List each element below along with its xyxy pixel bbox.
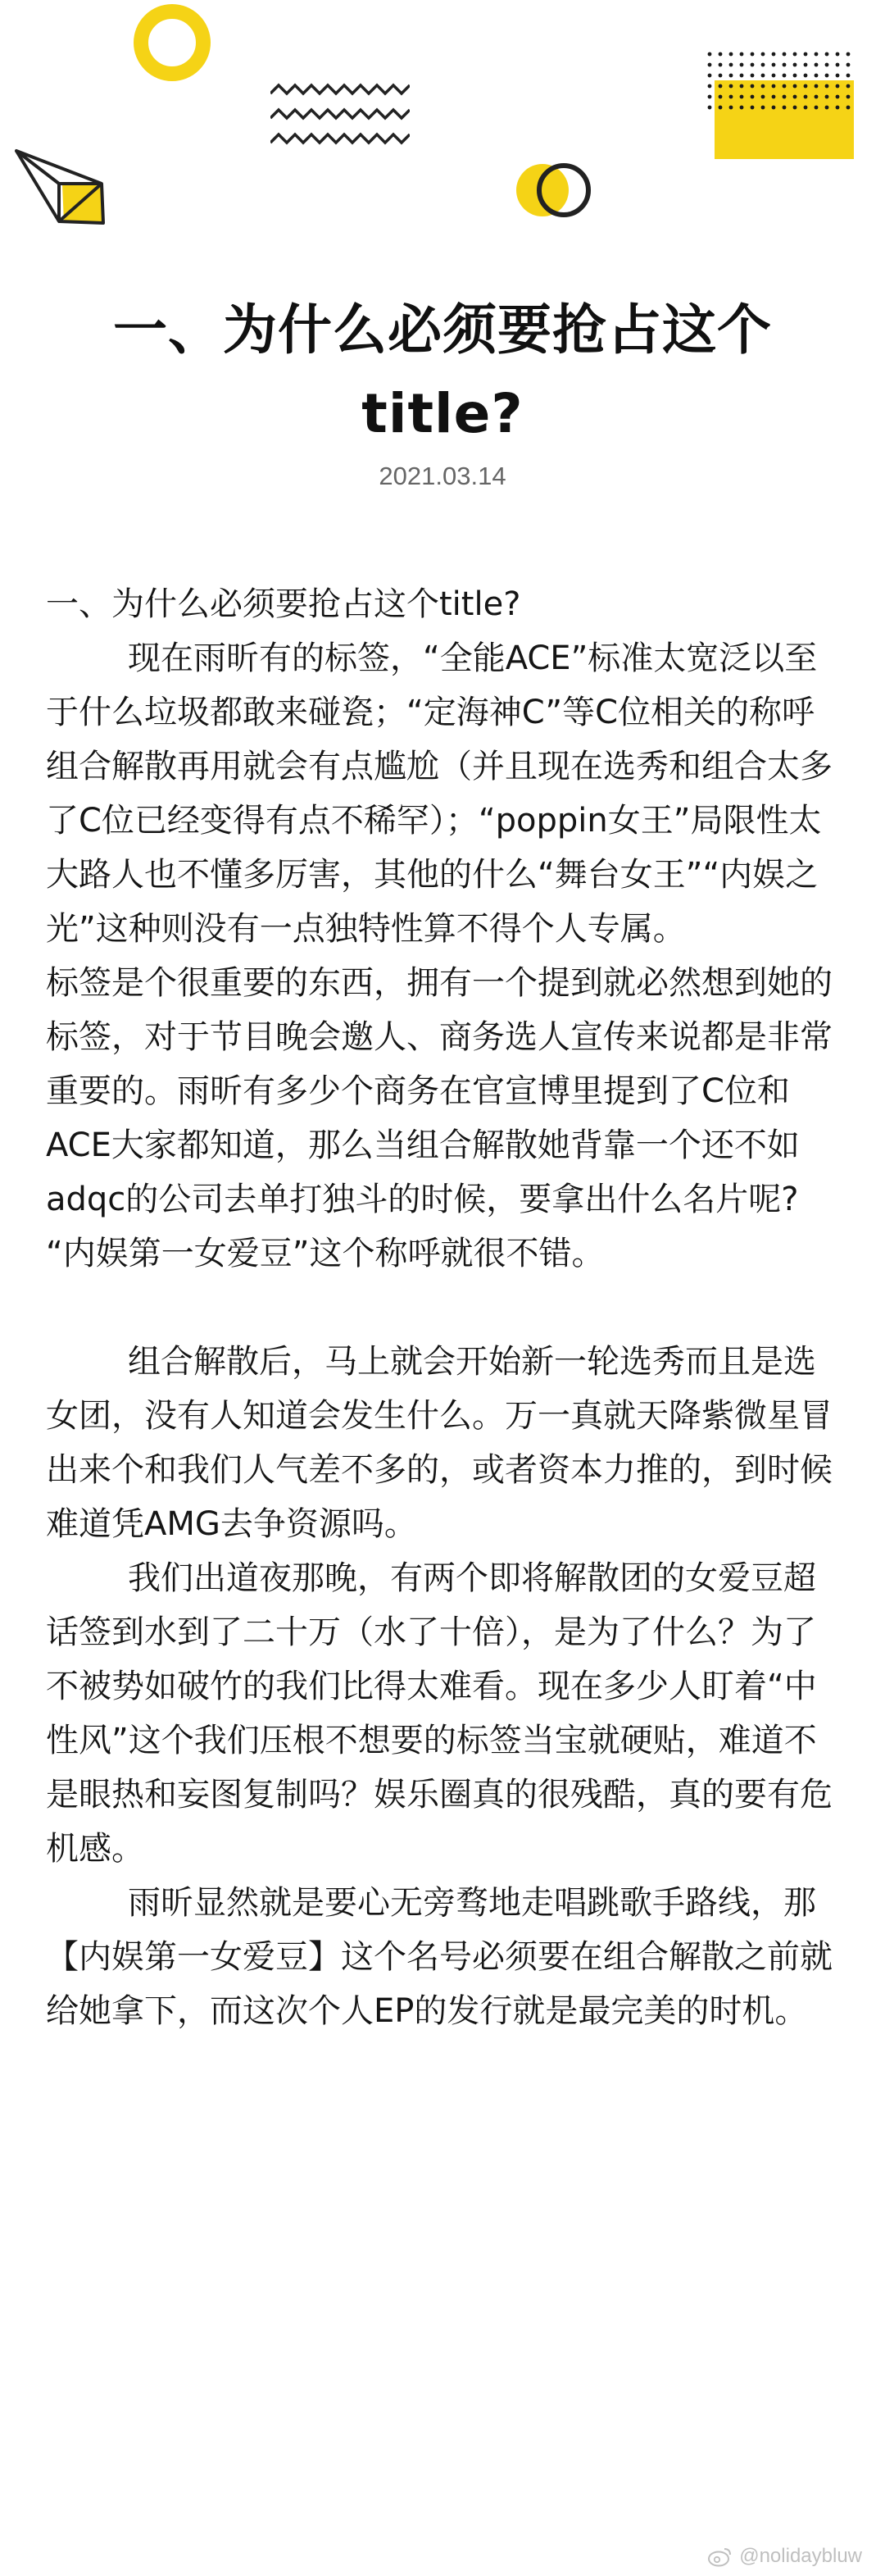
publish-date: 2021.03.14 — [379, 462, 506, 490]
paragraph: 组合解散后，马上就会开始新一轮选秀而且是选女团，没有人知道会发生什么。万一真就天降紫微星冒出来个和我们人气差不多的，或者资本力推的，到时候难道凭AMG去争资源吗。 — [46, 1343, 833, 1543]
yellow-ring-icon — [129, 2, 215, 87]
zigzag-lines-icon — [270, 82, 410, 156]
yellow-circle-pair-icon — [513, 157, 595, 223]
watermark-text: @nolidaybluw — [739, 2545, 862, 2567]
paragraph: “内娱第一女爱豆”这个称呼就很不错。 — [46, 1235, 605, 1272]
watermark — [708, 2545, 862, 2568]
paragraph: 标签是个很重要的东西，拥有一个提到就必然想到她的标签，对于节目晚会邀人、商务选人宣传来说都是非常重要的。雨昕有多少个商务在官宣博里提到了C位和ACE大家都知道，那么当组合解散她背靠一个还不如adqc的公司去单打独斗的时候，要拿出什么名片呢? — [46, 964, 833, 1218]
paragraph-gap — [46, 1281, 833, 1335]
dot-grid-icon — [705, 49, 860, 164]
wireframe-prism-icon — [11, 146, 118, 228]
section-heading: 一、为什么必须要抢占这个title? — [46, 585, 521, 623]
weibo-icon — [708, 2546, 733, 2567]
paragraph: 我们出道夜那晚，有两个即将解散团的女爱豆超话签到水到了二十万（水了十倍），是为了什么？为了不被势如破竹的我们比得太难看。现在多少人盯着“中性风”这个我们压根不想要的标签当宝就硬贴，难道不是眼热和妄图复制吗？娱乐圈真的很残酷，真的要有危机感。 — [46, 1559, 833, 1868]
page-title: 一、为什么必须要抢占这个title? — [113, 298, 772, 445]
paragraph: 现在雨昕有的标签，“全能ACE”标准太宽泛以至于什么垃圾都敢来碰瓷；“定海神C”等C位相关的称呼组合解散再用就会有点尴尬（并且现在选秀和组合太多了C位已经变得有点不稀罕）；“poppin女王”局限性太大路人也不懂多厉害，其他的什么“舞台女王”“内娱之光”这种则没有一点独特性算不得个人专属。 — [46, 639, 833, 948]
paragraph: 雨昕显然就是要心无旁骛地走唱跳歌手路线，那【内娱第一女爱豆】这个名号必须要在组合解散之前就给她拿下，而这次个人EP的发行就是最完美的时机。 — [46, 1884, 833, 2030]
article-body — [46, 577, 833, 2038]
